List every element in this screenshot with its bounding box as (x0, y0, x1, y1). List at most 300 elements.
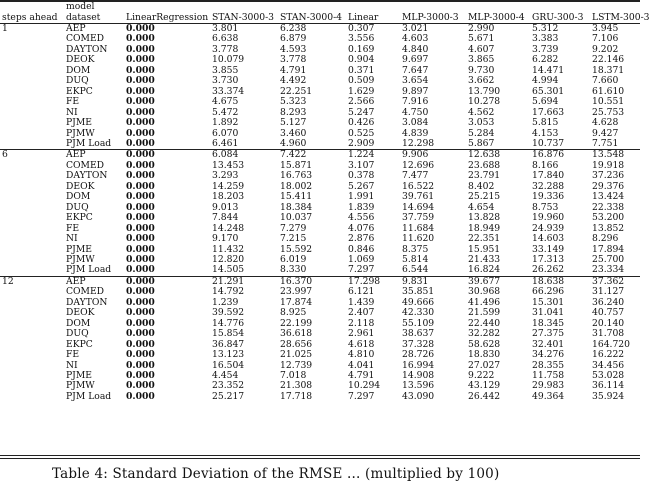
col-header: MLP-3000-3 (400, 13, 466, 24)
value-cell: 1.224 (346, 150, 400, 161)
value-cell: 4.603 (402, 33, 429, 45)
value-cell: 17.874 (280, 296, 313, 308)
value-cell: 9.730 (468, 64, 495, 76)
value-cell: 17.663 (532, 106, 565, 118)
header-row-model (0, 2, 640, 13)
value-cell: 9.202 (592, 43, 619, 55)
value-cell: 15.951 (468, 243, 501, 255)
value-cell: 6.461 (212, 137, 239, 149)
steps-ahead-cell (0, 139, 64, 150)
dataset-cell: DEOK (66, 180, 95, 192)
value-cell: 3.556 (348, 33, 375, 45)
steps-ahead-cell (0, 340, 64, 350)
value-cell: 7.477 (402, 170, 429, 182)
value-cell: 18.384 (280, 201, 313, 213)
value-cell: 13.123 (212, 349, 245, 361)
value-cell: 18.638 (530, 276, 590, 287)
dataset-cell: DOM (66, 64, 91, 76)
value-cell: 13.828 (468, 212, 501, 224)
value-cell: 0.000 (126, 191, 155, 203)
value-cell: 24.939 (532, 222, 565, 234)
value-cell: 3.778 (212, 43, 239, 55)
steps-ahead-cell (0, 97, 64, 107)
value-cell: 21.308 (280, 380, 313, 392)
value-cell: 38.637 (402, 328, 435, 340)
value-cell: 53.200 (592, 212, 625, 224)
value-cell: 8.330 (280, 264, 307, 276)
dataset-cell: NI (66, 106, 78, 118)
value-cell: 5.267 (348, 180, 375, 192)
dataset-cell: DEOK (66, 307, 95, 319)
value-cell: 0.000 (126, 243, 155, 255)
dataset-cell: PJME (66, 369, 92, 381)
value-cell: 35.924 (592, 390, 625, 402)
table-caption: Table 4: Standard Deviation of the RMSE ... (multiplied by 100) (52, 466, 500, 482)
value-cell: 22.351 (468, 233, 501, 245)
value-cell: 6.121 (348, 286, 375, 298)
col-header: STAN-3000-4 (278, 13, 346, 24)
dataset-cell: PJMW (66, 127, 95, 139)
value-cell: 37.328 (402, 338, 435, 350)
value-cell: 16.994 (402, 359, 435, 371)
value-cell: 0.000 (126, 212, 155, 224)
value-cell: 8.296 (592, 233, 619, 245)
value-cell: 29.983 (532, 380, 565, 392)
value-cell: 49.364 (532, 390, 565, 402)
value-cell: 7.422 (278, 150, 346, 161)
value-cell: 1.892 (212, 117, 239, 129)
value-cell: 0.000 (124, 24, 210, 35)
steps-ahead-cell: 1 (0, 24, 64, 35)
value-cell: 0.000 (126, 54, 155, 66)
dataset-cell: AEP (64, 276, 124, 287)
value-cell: 4.675 (212, 96, 239, 108)
value-cell: 5.694 (532, 96, 559, 108)
value-cell: 22.338 (592, 201, 625, 213)
value-cell: 23.997 (280, 286, 313, 298)
steps-ahead-cell (0, 66, 64, 76)
value-cell: 39.761 (402, 191, 435, 203)
value-cell: 0.371 (348, 64, 375, 76)
steps-ahead-cell (0, 182, 64, 192)
steps-ahead-cell (0, 34, 64, 44)
value-cell: 3.865 (468, 54, 495, 66)
value-cell: 0.000 (126, 307, 155, 319)
value-cell: 8.925 (280, 307, 307, 319)
dataset-cell: EKPC (66, 338, 93, 350)
steps-ahead-cell (0, 213, 64, 223)
value-cell: 31.708 (592, 328, 625, 340)
col-header: GRU-300-3 (530, 13, 590, 24)
value-cell: 14.792 (212, 286, 245, 298)
value-cell: 0.000 (126, 127, 155, 139)
value-cell: 40.757 (592, 307, 625, 319)
value-cell: 5.247 (348, 106, 375, 118)
value-cell: 0.000 (124, 150, 210, 161)
value-cell: 4.607 (468, 43, 495, 55)
value-cell: 33.374 (212, 85, 245, 97)
value-cell: 1.991 (348, 191, 375, 203)
value-cell: 55.109 (402, 317, 435, 329)
table-row (0, 392, 640, 402)
value-cell: 14.471 (532, 64, 565, 76)
steps-ahead-cell (0, 203, 64, 213)
steps-ahead-cell (0, 245, 64, 255)
value-cell: 10.079 (212, 54, 245, 66)
steps-ahead-cell: 12 (0, 276, 64, 287)
value-cell: 18.345 (532, 317, 565, 329)
value-cell: 0.000 (126, 180, 155, 192)
value-cell: 66.296 (532, 286, 565, 298)
value-cell: 9.897 (402, 85, 429, 97)
value-cell: 17.894 (592, 243, 625, 255)
value-cell: 4.654 (468, 201, 495, 213)
value-cell: 20.140 (592, 317, 625, 329)
value-cell: 2.118 (348, 317, 375, 329)
value-cell: 0.904 (348, 54, 375, 66)
value-cell: 10.551 (592, 96, 625, 108)
value-cell: 14.908 (402, 369, 435, 381)
value-cell: 18.371 (592, 64, 625, 76)
bottom-rule-double (0, 458, 640, 459)
value-cell: 2.909 (348, 137, 375, 149)
value-cell: 5.312 (530, 24, 590, 35)
value-cell: 23.352 (212, 380, 245, 392)
value-cell: 26.442 (468, 390, 501, 402)
value-cell: 5.815 (532, 117, 559, 129)
dataset-cell: COMED (66, 159, 105, 171)
value-cell: 28.656 (280, 338, 313, 350)
value-cell: 2.566 (348, 96, 375, 108)
value-cell: 6.019 (280, 253, 307, 265)
steps-ahead-cell (0, 255, 64, 265)
value-cell: 0.000 (126, 369, 155, 381)
col-header: Linear (346, 13, 400, 24)
steps-ahead-cell (0, 45, 64, 55)
value-cell: 0.000 (126, 317, 155, 329)
value-cell: 3.053 (468, 117, 495, 129)
value-cell: 9.170 (212, 233, 239, 245)
value-cell: 16.763 (280, 170, 313, 182)
value-cell: 14.694 (402, 201, 435, 213)
dataset-cell: DUQ (66, 328, 89, 340)
value-cell: 0.000 (126, 201, 155, 213)
steps-ahead-cell: 6 (0, 150, 64, 161)
steps-ahead-cell (0, 87, 64, 97)
dataset-cell: DOM (66, 317, 91, 329)
dataset-cell: DOM (66, 191, 91, 203)
value-cell: 61.610 (592, 85, 625, 97)
value-cell: 15.411 (280, 191, 313, 203)
value-cell: 11.432 (212, 243, 245, 255)
value-cell: 9.013 (212, 201, 239, 213)
dataset-cell: FE (66, 349, 80, 361)
steps-ahead-cell (0, 298, 64, 308)
value-cell: 4.041 (348, 359, 375, 371)
value-cell: 4.628 (592, 117, 619, 129)
value-cell: 27.375 (532, 328, 565, 340)
value-cell: 8.166 (532, 159, 559, 171)
value-cell: 1.839 (348, 201, 375, 213)
value-cell: 32.401 (532, 338, 565, 350)
value-cell: 18.002 (280, 180, 313, 192)
value-cell: 7.844 (212, 212, 239, 224)
dataset-cell: DAYTON (66, 296, 108, 308)
value-cell: 12.638 (466, 150, 530, 161)
value-cell: 17.840 (532, 170, 565, 182)
value-cell: 9.697 (402, 54, 429, 66)
value-cell: 3.460 (280, 127, 307, 139)
value-cell: 22.146 (592, 54, 625, 66)
value-cell: 37.236 (592, 170, 625, 182)
value-cell: 4.750 (402, 106, 429, 118)
value-cell: 31.041 (532, 307, 565, 319)
value-cell: 5.323 (280, 96, 307, 108)
value-cell: 2.407 (348, 307, 375, 319)
value-cell: 7.297 (348, 264, 375, 276)
dataset-cell: DUQ (66, 75, 89, 87)
dataset-cell: DAYTON (66, 170, 108, 182)
steps-ahead-cell (0, 234, 64, 244)
dataset-cell: DEOK (66, 54, 95, 66)
value-cell: 14.248 (212, 222, 245, 234)
value-cell: 7.647 (402, 64, 429, 76)
value-cell: 3.654 (402, 75, 429, 87)
value-cell: 3.945 (590, 24, 640, 35)
value-cell: 1.629 (348, 85, 375, 97)
value-cell: 7.297 (348, 390, 375, 402)
value-cell: 23.688 (468, 159, 501, 171)
value-cell: 36.240 (592, 296, 625, 308)
value-cell: 7.279 (280, 222, 307, 234)
value-cell: 4.562 (468, 106, 495, 118)
value-cell: 16.222 (592, 349, 625, 361)
col-header: STAN-3000-3 (210, 13, 278, 24)
value-cell: 10.737 (532, 137, 565, 149)
value-cell: 0.000 (126, 380, 155, 392)
value-cell: 0.000 (126, 264, 155, 276)
value-cell: 32.288 (532, 180, 565, 192)
value-cell: 17.313 (532, 253, 565, 265)
value-cell: 0.378 (348, 170, 375, 182)
value-cell: 164.720 (592, 338, 630, 350)
value-cell: 13.852 (592, 222, 625, 234)
value-cell: 0.000 (126, 170, 155, 182)
value-cell: 10.278 (468, 96, 501, 108)
value-cell: 21.599 (468, 307, 501, 319)
value-cell: 16.824 (468, 264, 501, 276)
value-cell: 4.556 (348, 212, 375, 224)
value-cell: 30.968 (468, 286, 501, 298)
value-cell: 0.000 (126, 222, 155, 234)
value-cell: 3.778 (280, 54, 307, 66)
dataset-cell: PJME (66, 243, 92, 255)
value-cell: 3.730 (212, 75, 239, 87)
value-cell: 11.684 (402, 222, 435, 234)
value-cell: 41.496 (468, 296, 501, 308)
value-cell: 16.522 (402, 180, 435, 192)
value-cell: 7.018 (280, 369, 307, 381)
dataset-cell: PJMW (66, 253, 95, 265)
value-cell: 34.276 (532, 349, 565, 361)
value-cell: 37.362 (590, 276, 640, 287)
value-cell: 0.000 (126, 390, 155, 402)
value-cell: 7.916 (402, 96, 429, 108)
value-cell: 42.330 (402, 307, 435, 319)
value-cell: 1.239 (212, 296, 239, 308)
steps-ahead-cell (0, 171, 64, 181)
steps-ahead-cell (0, 392, 64, 402)
steps-ahead-cell (0, 129, 64, 139)
dataset-cell: PJM Load (66, 137, 112, 149)
value-cell: 10.294 (348, 380, 381, 392)
value-cell: 28.726 (402, 349, 435, 361)
value-cell: 0.000 (126, 85, 155, 97)
value-cell: 7.106 (592, 33, 619, 45)
value-cell: 6.638 (212, 33, 239, 45)
value-cell: 9.427 (592, 127, 619, 139)
value-cell: 0.509 (348, 75, 375, 87)
value-cell: 58.628 (468, 338, 501, 350)
value-cell: 15.301 (532, 296, 565, 308)
value-cell: 32.282 (468, 328, 501, 340)
steps-ahead-cell (0, 319, 64, 329)
table-row (0, 265, 640, 276)
dataset-cell: PJMW (66, 380, 95, 392)
value-cell: 5.284 (468, 127, 495, 139)
value-cell: 11.620 (402, 233, 435, 245)
dataset-cell: PJM Load (66, 390, 112, 402)
value-cell: 65.301 (532, 85, 565, 97)
value-cell: 36.114 (592, 380, 625, 392)
value-cell: 3.084 (402, 117, 429, 129)
table-row (0, 139, 640, 150)
value-cell: 33.149 (532, 243, 565, 255)
dataset-cell: COMED (66, 286, 105, 298)
value-cell: 15.871 (280, 159, 313, 171)
model-header: model (66, 1, 95, 12)
value-cell: 17.298 (346, 276, 400, 287)
value-cell: 0.426 (348, 117, 375, 129)
value-cell: 0.000 (126, 253, 155, 265)
value-cell: 0.307 (346, 24, 400, 35)
value-cell: 2.961 (348, 328, 375, 340)
value-cell: 21.433 (468, 253, 501, 265)
value-cell: 25.753 (592, 106, 625, 118)
value-cell: 8.753 (532, 201, 559, 213)
value-cell: 23.791 (468, 170, 501, 182)
value-cell: 6.879 (280, 33, 307, 45)
value-cell: 3.739 (532, 43, 559, 55)
dataset-cell: EKPC (66, 212, 93, 224)
value-cell: 26.262 (532, 264, 565, 276)
steps-ahead-cell (0, 224, 64, 234)
value-cell: 25.217 (212, 390, 245, 402)
value-cell: 0.000 (126, 75, 155, 87)
value-cell: 3.293 (212, 170, 239, 182)
value-cell: 16.504 (212, 359, 245, 371)
value-cell: 49.666 (402, 296, 435, 308)
value-cell: 7.660 (592, 75, 619, 87)
value-cell: 15.854 (212, 328, 245, 340)
value-cell: 2.990 (466, 24, 530, 35)
value-cell: 0.000 (126, 159, 155, 171)
value-cell: 0.000 (126, 338, 155, 350)
value-cell: 9.831 (400, 276, 466, 287)
value-cell: 31.127 (592, 286, 625, 298)
value-cell: 18.830 (468, 349, 501, 361)
col-header: LSTM-300-3 (592, 11, 650, 23)
dataset-cell: PJM Load (66, 264, 112, 276)
value-cell: 4.593 (280, 43, 307, 55)
value-cell: 0.000 (126, 43, 155, 55)
value-cell: 13.548 (590, 150, 640, 161)
value-cell: 12.820 (212, 253, 245, 265)
value-cell: 4.076 (348, 222, 375, 234)
value-cell: 13.424 (592, 191, 625, 203)
bottom-rule (0, 455, 640, 456)
value-cell: 0.000 (126, 64, 155, 76)
value-cell: 19.336 (532, 191, 565, 203)
value-cell: 43.129 (468, 380, 501, 392)
value-cell: 35.851 (402, 286, 435, 298)
value-cell: 19.960 (532, 212, 565, 224)
steps-ahead-cell (0, 265, 64, 276)
dataset-header: dataset (64, 13, 124, 24)
value-cell: 13.596 (402, 380, 435, 392)
dataset-cell: DUQ (66, 201, 89, 213)
value-cell: 4.840 (402, 43, 429, 55)
value-cell: 0.000 (126, 96, 155, 108)
value-cell: 5.127 (280, 117, 307, 129)
value-cell: 11.758 (532, 369, 565, 381)
value-cell: 3.855 (212, 64, 239, 76)
value-cell: 4.960 (280, 137, 307, 149)
value-cell: 22.440 (468, 317, 501, 329)
value-cell: 16.370 (278, 276, 346, 287)
value-cell: 39.592 (212, 307, 245, 319)
value-cell: 0.000 (126, 233, 155, 245)
value-cell: 21.291 (210, 276, 278, 287)
dataset-cell: EKPC (66, 85, 93, 97)
value-cell: 12.696 (402, 159, 435, 171)
value-cell: 0.000 (126, 296, 155, 308)
dataset-cell: AEP (64, 150, 124, 161)
value-cell: 25.700 (592, 253, 625, 265)
table-row (0, 234, 640, 244)
value-cell: 2.876 (348, 233, 375, 245)
value-cell: 3.801 (210, 24, 278, 35)
value-cell: 0.000 (126, 328, 155, 340)
value-cell: 5.671 (468, 33, 495, 45)
value-cell: 13.790 (468, 85, 501, 97)
value-cell: 34.456 (592, 359, 625, 371)
value-cell: 12.739 (280, 359, 313, 371)
value-cell: 0.846 (348, 243, 375, 255)
value-cell: 6.282 (532, 54, 559, 66)
value-cell: 3.021 (400, 24, 466, 35)
steps-ahead-cell (0, 371, 64, 381)
steps-ahead-cell (0, 329, 64, 339)
steps-ahead-cell (0, 192, 64, 202)
value-cell: 12.298 (402, 137, 435, 149)
value-cell: 1.069 (348, 253, 375, 265)
value-cell: 43.090 (402, 390, 435, 402)
value-cell: 4.454 (212, 369, 239, 381)
value-cell: 4.791 (348, 369, 375, 381)
value-cell: 4.791 (280, 64, 307, 76)
value-cell: 39.677 (466, 276, 530, 287)
